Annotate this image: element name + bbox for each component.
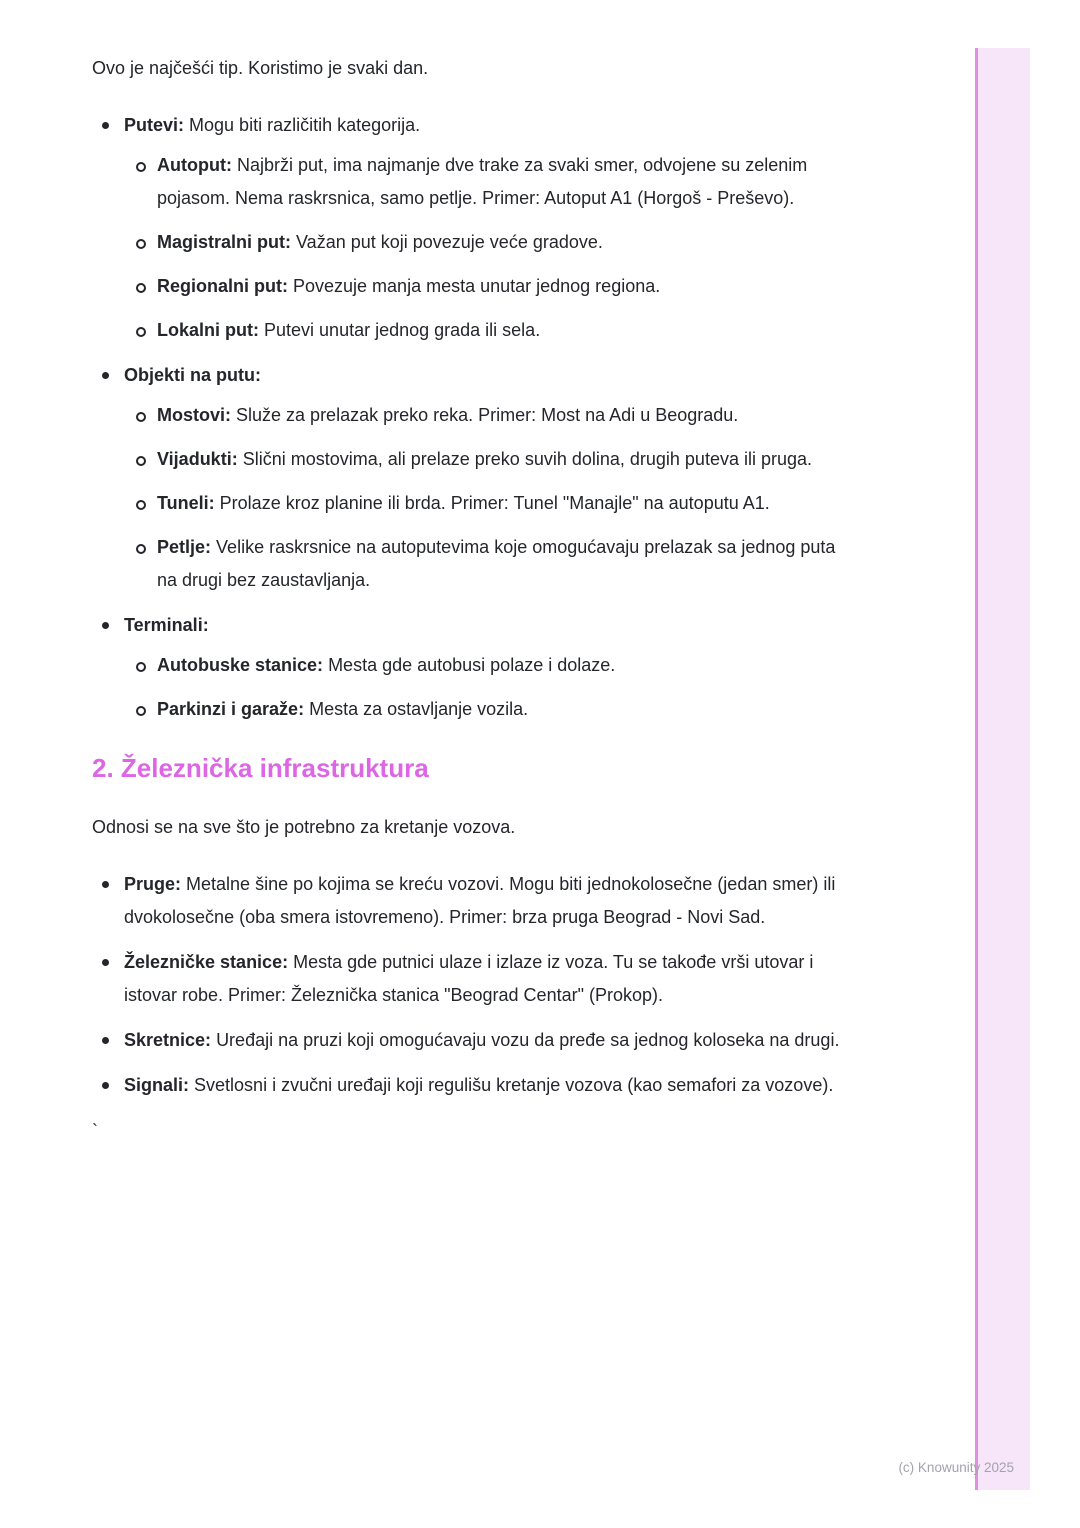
- item-label: Pruge:: [124, 874, 182, 894]
- list-item: [92, 609, 860, 726]
- sub-list-item: [124, 443, 860, 476]
- item-text: Važan put koji povezuje veće gradove.: [296, 232, 603, 252]
- intro-paragraph: Ovo je najčešći tip. Koristimo je svaki dan.: [92, 58, 429, 78]
- rail-intro-paragraph: Odnosi se na sve što je potrebno za kretanje vozova.: [92, 817, 516, 837]
- item-label: Vijadukti:: [157, 449, 238, 469]
- item-label: Lokalni put:: [157, 320, 259, 340]
- item-text: Povezuje manja mesta unutar jednog regiona.: [293, 276, 661, 296]
- sub-list-item: [124, 693, 860, 726]
- right-highlight-strip: [975, 48, 1030, 1490]
- item-label: Objekti na putu:: [124, 365, 261, 385]
- list-item-line: [124, 359, 860, 392]
- list-item-line: [124, 868, 860, 934]
- item-text: Uređaji na pruzi koji omogućavaju vozu da pređe sa jednog koloseka na drugi.: [216, 1030, 840, 1050]
- list-item-line: [124, 1069, 860, 1102]
- sub-list-item: [124, 399, 860, 432]
- item-text: Mogu biti različitih kategorija.: [189, 115, 421, 135]
- item-text: Mesta gde putnici ulaze i izlaze iz voza. Tu se takođe vrši utovar i istovar robe. Primer: Železnička stanica "Beograd Centar" (Prokop).: [124, 952, 814, 1005]
- list-item-line: [124, 609, 860, 642]
- item-label: Mostovi:: [157, 405, 231, 425]
- list-item-line: [157, 487, 860, 520]
- road-infrastructure-list: [92, 109, 860, 726]
- item-label: Putevi:: [124, 115, 185, 135]
- list-item-line: [157, 149, 860, 215]
- item-text: Mesta gde autobusi polaze i dolaze.: [328, 655, 616, 675]
- item-text: Slični mostovima, ali prelaze preko suvih dolina, drugih puteva ili pruga.: [242, 449, 812, 469]
- item-label: Petlje:: [157, 537, 212, 557]
- item-label: Parkinzi i garaže:: [157, 699, 305, 719]
- stray-backtick-char: `: [92, 1121, 98, 1141]
- list-item-line: [157, 314, 860, 347]
- sub-list: [124, 149, 860, 347]
- list-item: [92, 868, 860, 934]
- item-label: Regionalni put:: [157, 276, 288, 296]
- item-text: Metalne šine po kojima se kreću vozovi. Mogu biti jednokolosečne (jedan smer) ili dvokolosečne (oba smera istovremeno). Primer: brza pruga Beograd - Novi Sad.: [124, 874, 836, 927]
- list-item-line: [157, 226, 860, 259]
- item-label: Skretnice:: [124, 1030, 212, 1050]
- item-text: Velike raskrsnice na autoputevima koje omogućavaju prelazak sa jednog puta na drugi bez zaustavljanja.: [157, 537, 836, 590]
- list-item-line: [124, 109, 860, 142]
- list-item-line: [124, 1024, 860, 1057]
- sub-list: [124, 399, 860, 597]
- sub-list-item: [124, 531, 860, 597]
- sub-list-item: [124, 270, 860, 303]
- item-label: Železničke stanice:: [124, 952, 289, 972]
- item-text: Prolaze kroz planine ili brda. Primer: Tunel "Manajle" na autoputu A1.: [219, 493, 770, 513]
- item-text: Mesta za ostavljanje vozila.: [309, 699, 529, 719]
- sub-list-item: [124, 649, 860, 682]
- document-content: [92, 52, 860, 1148]
- item-label: Terminali:: [124, 615, 209, 635]
- list-item-line: [157, 443, 860, 476]
- item-text: Putevi unutar jednog grada ili sela.: [264, 320, 541, 340]
- item-label: Tuneli:: [157, 493, 215, 513]
- list-item-line: [157, 693, 860, 726]
- item-label: Magistralni put:: [157, 232, 291, 252]
- list-item: [92, 1069, 860, 1102]
- list-item-line: [157, 270, 860, 303]
- item-label: Autoput:: [157, 155, 232, 175]
- item-label: Signali:: [124, 1075, 190, 1095]
- rail-infrastructure-list: [92, 868, 860, 1102]
- item-label: Autobuske stanice:: [157, 655, 324, 675]
- list-item-line: [157, 399, 860, 432]
- sub-list-item: [124, 149, 860, 215]
- sub-list: [124, 649, 860, 726]
- list-item-line: [157, 649, 860, 682]
- list-item: [92, 1024, 860, 1057]
- item-text: Svetlosni i zvučni uređaji koji regulišu kretanje vozova (kao semafori za vozove).: [194, 1075, 834, 1095]
- item-text: Služe za prelazak preko reka. Primer: Most na Adi u Beogradu.: [236, 405, 739, 425]
- section-heading-rail: 2. Železnička infrastruktura: [92, 753, 429, 783]
- list-item-line: [124, 946, 860, 1012]
- sub-list-item: [124, 226, 860, 259]
- list-item: [92, 946, 860, 1012]
- list-item-line: [157, 531, 860, 597]
- copyright-watermark: (c) Knowunity 2025: [898, 1460, 1014, 1475]
- sub-list-item: [124, 487, 860, 520]
- list-item: [92, 109, 860, 347]
- sub-list-item: [124, 314, 860, 347]
- list-item: [92, 359, 860, 597]
- item-text: Najbrži put, ima najmanje dve trake za svaki smer, odvojene su zelenim pojasom. Nema raskrsnica, samo petlje. Primer: Autoput A1 (Horgoš - Preševo).: [157, 155, 808, 208]
